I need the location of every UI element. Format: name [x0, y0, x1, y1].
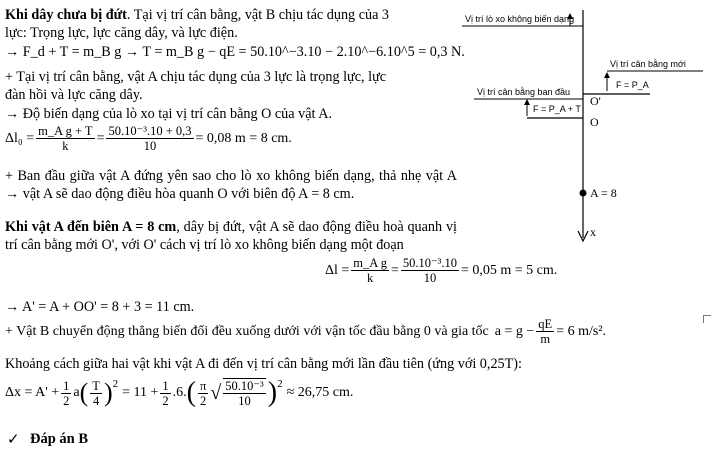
line-12: Khoảng cách giữa hai vật khi vật A đi đến vị trí cân bằng mới lần đầu tiên (ứng với 0,25T):: [5, 356, 522, 372]
line-4: + Tại vị trí cân bằng, vật A chịu tác dụng của 3 lực là trọng lực, lực: [5, 69, 387, 85]
fraction: $\frac{\text{50.10⁻³.10}}{10}$: [402, 256, 457, 285]
line-3-forces: → F_d + T = m_B g → T = m_B g − qE = 50.10^−3.10 − 2.10^−6.10^5 = 0,3 N.: [5, 44, 465, 60]
point-oprime-label: O': [590, 94, 601, 108]
equation-delta-l: Δl = $\frac{\text{m\_A g}}{k}$ = $\frac{\text{50.10⁻³.10}}{10}$ = 0,05 m = 5 cm.: [325, 256, 558, 285]
fraction: $\frac{\text{m\_A g}}{k}$: [353, 256, 387, 285]
equation-delta-x: Δx = A' + $\frac{1}{2}$ a ( $\frac{T}{4}$ ) 2 = 11 + $\frac{1}{2}$ .6. ( $\frac{\pi}{2}$ √ $\frac{\text{50.10⁻³}}{10}$ ) 2 ≈ 26,75 cm.: [5, 377, 354, 408]
line-1: Khi dây chưa bị đứt. Tại vị trí cân bằng, vật B chịu tác dụng của 3: [5, 7, 390, 23]
point-a-dot: [580, 190, 587, 197]
axis-x-label: x: [590, 225, 596, 239]
line-9: Khi vật A đến biên A = 8 cm, dây bị đứt, vật A sẽ dao động điều hoà quanh vị trí cân bằng mới O', với O' cách vị trí lò xo không biến dạng một đoạn: [5, 219, 457, 253]
label-unstretched: Vị trí lò xo không biến dạng: [465, 14, 575, 24]
line-10: → A' = A + OO' = 8 + 3 = 11 cm.: [5, 299, 195, 315]
fraction: $\frac{\text{50.10⁻³.10 + 0,3}}{10}$: [108, 124, 192, 153]
line-5: đàn hồi và lực căng dây.: [5, 87, 143, 103]
checkmark-icon: ✓: [7, 430, 20, 448]
line-8: + Ban đầu giữa vật A đứng yên sao cho lò xo không biến dạng, thả nhẹ vật A → vật A sẽ dao động điều hòa quanh O với biên độ A = 8 cm.: [5, 168, 457, 202]
label-initial-eq: Vị trí cân bằng ban đầu: [477, 87, 571, 97]
line-2: lực: Trọng lực, lực căng dây, và lực điện.: [5, 25, 238, 41]
point-a-label: A = 8: [590, 186, 617, 200]
label-new-eq: Vị trí cân bằng mới: [610, 59, 686, 69]
line-6: → Độ biến dạng của lò xo tại vị trí cân bằng O của vật A.: [5, 106, 333, 122]
point-o-label: O: [590, 115, 599, 129]
fraction: $\frac{\text{m\_A g + T}}{k}$: [38, 124, 93, 153]
equation-delta-l0: Δl₀ = $\frac{\text{m\_A g + T}}{k}$ = $\frac{\text{50.10⁻³.10 + 0,3}}{10}$ = 0,08 m = 8 cm.: [5, 124, 292, 153]
fraction: $\frac{qE}{m}$: [538, 317, 553, 346]
force-new: F = P_A: [616, 80, 649, 90]
line-11: + Vật B chuyển động thẳng biến đổi đều xuống dưới với vận tốc đầu bằng 0 và gia tốc a = g − $\frac{qE}{m}$ = 6 m/s².: [5, 317, 607, 346]
heading-bold: Khi dây chưa bị đứt: [5, 7, 127, 23]
answer-label: Đáp án B: [30, 431, 89, 447]
force-initial: F = P_A + T: [533, 104, 581, 114]
